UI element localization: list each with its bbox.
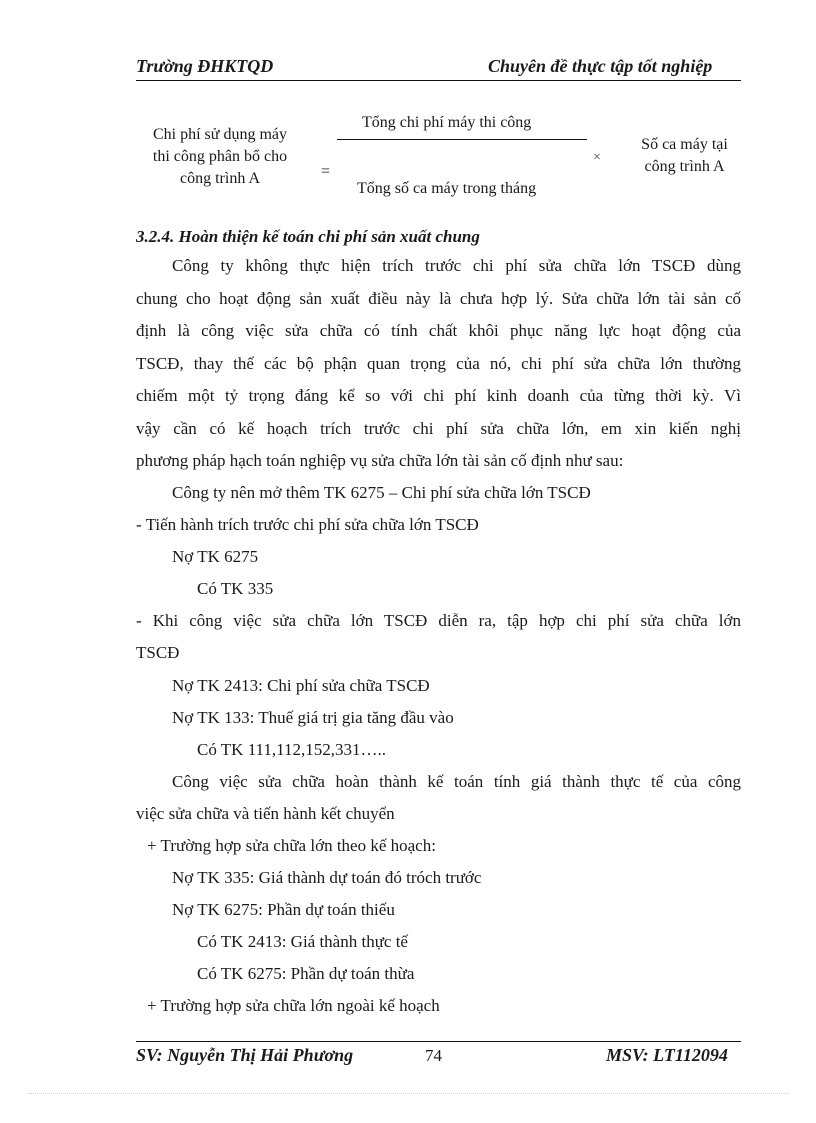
formula-rhs-line: Số ca máy tại — [641, 136, 728, 153]
entry-debit: Nợ TK 2413: Chi phí sửa chữa TSCĐ — [172, 676, 430, 695]
footer-rule — [136, 1041, 741, 1042]
paragraph-line: chung cho hoạt động sản xuất điều này là chưa hợp lý. Sửa chữa lớn tài sản cố — [136, 289, 741, 308]
paragraph-line: Công ty nên mở thêm TK 6275 – Chi phí sửa chữa lớn TSCĐ — [172, 483, 591, 502]
list-item: + Trường hợp sửa chữa lớn theo kế hoạch: — [147, 836, 436, 855]
paragraph-line: Công ty không thực hiện trích trước chi phí sửa chữa lớn TSCĐ dùng — [172, 256, 741, 275]
list-item: + Trường hợp sửa chữa lớn ngoài kế hoạch — [147, 996, 440, 1015]
header-school: Trường ĐHKTQD — [136, 56, 274, 76]
paragraph-line: việc sửa chữa và tiến hành kết chuyển — [136, 804, 395, 823]
paragraph-line: TSCĐ — [136, 643, 180, 662]
formula-times: × — [593, 150, 601, 165]
formula-lhs-line: công trình A — [180, 170, 260, 187]
paragraph-line: định là công việc sửa chữa có tính chất khôi phục năng lực hoạt động của — [136, 321, 741, 340]
header-rule — [136, 80, 741, 81]
paragraph-line: chiếm một tỷ trọng đáng kể so với chi phí kinh doanh của từng thời kỳ. Vì — [136, 386, 741, 405]
entry-debit: Nợ TK 6275: Phần dự toán thiếu — [172, 900, 395, 919]
entry-credit: Có TK 111,112,152,331….. — [197, 740, 387, 759]
entry-credit: Có TK 2413: Giá thành thực tế — [197, 932, 408, 951]
formula-lhs-line: thi công phân bổ cho — [152, 148, 288, 165]
section-heading: 3.2.4. Hoàn thiện kế toán chi phí sản xuất chung — [136, 227, 480, 246]
entry-credit: Có TK 6275: Phần dự toán thừa — [197, 964, 415, 983]
formula-denominator: Tổng số ca máy trong tháng — [357, 180, 537, 197]
formula-equals: = — [321, 163, 331, 180]
paragraph-line: Công việc sửa chữa hoàn thành kế toán tính giá thành thực tế của công — [172, 772, 741, 791]
formula-numerator: Tổng chi phí máy thi công — [362, 114, 532, 131]
entry-debit: Nợ TK 133: Thuế giá trị gia tăng đầu vào — [172, 708, 454, 727]
formula-rhs-line: công trình A — [644, 158, 725, 175]
formula-rhs — [622, 134, 747, 178]
formula-lhs-line: Chi phí sử dụng máy — [152, 126, 287, 143]
page-edge-divider — [28, 1093, 788, 1094]
list-item: - Tiến hành trích trước chi phí sửa chữa lớn TSCĐ — [136, 515, 479, 534]
header-title: Chuyên đề thực tập tốt nghiệp — [488, 56, 713, 76]
paragraph-line: TSCĐ, thay thế các bộ phận quan trọng của nó, chi phí sửa chữa lớn thường — [136, 354, 741, 373]
entry-debit: Nợ TK 335: Giá thành dự toán đó tróch trước — [172, 868, 482, 887]
fraction-bar — [337, 139, 587, 140]
page-number: 74 — [425, 1046, 442, 1065]
entry-debit: Nợ TK 6275 — [172, 547, 259, 566]
footer-student: SV: Nguyễn Thị Hải Phương — [136, 1045, 354, 1065]
paragraph-line: phương pháp hạch toán nghiệp vụ sửa chữa lớn tài sản cố định như sau: — [136, 451, 624, 470]
paragraph-line: vậy cần có kế hoạch trích trước chi phí sửa chữa lớn, em xin kiến nghị — [136, 419, 741, 438]
entry-credit: Có TK 335 — [197, 579, 274, 598]
footer-student-id: MSV: LT112094 — [606, 1045, 728, 1065]
formula-lhs — [130, 124, 310, 190]
list-item: - Khi công việc sửa chữa lớn TSCĐ diễn ra, tập hợp chi phí sửa chữa lớn — [136, 611, 741, 630]
